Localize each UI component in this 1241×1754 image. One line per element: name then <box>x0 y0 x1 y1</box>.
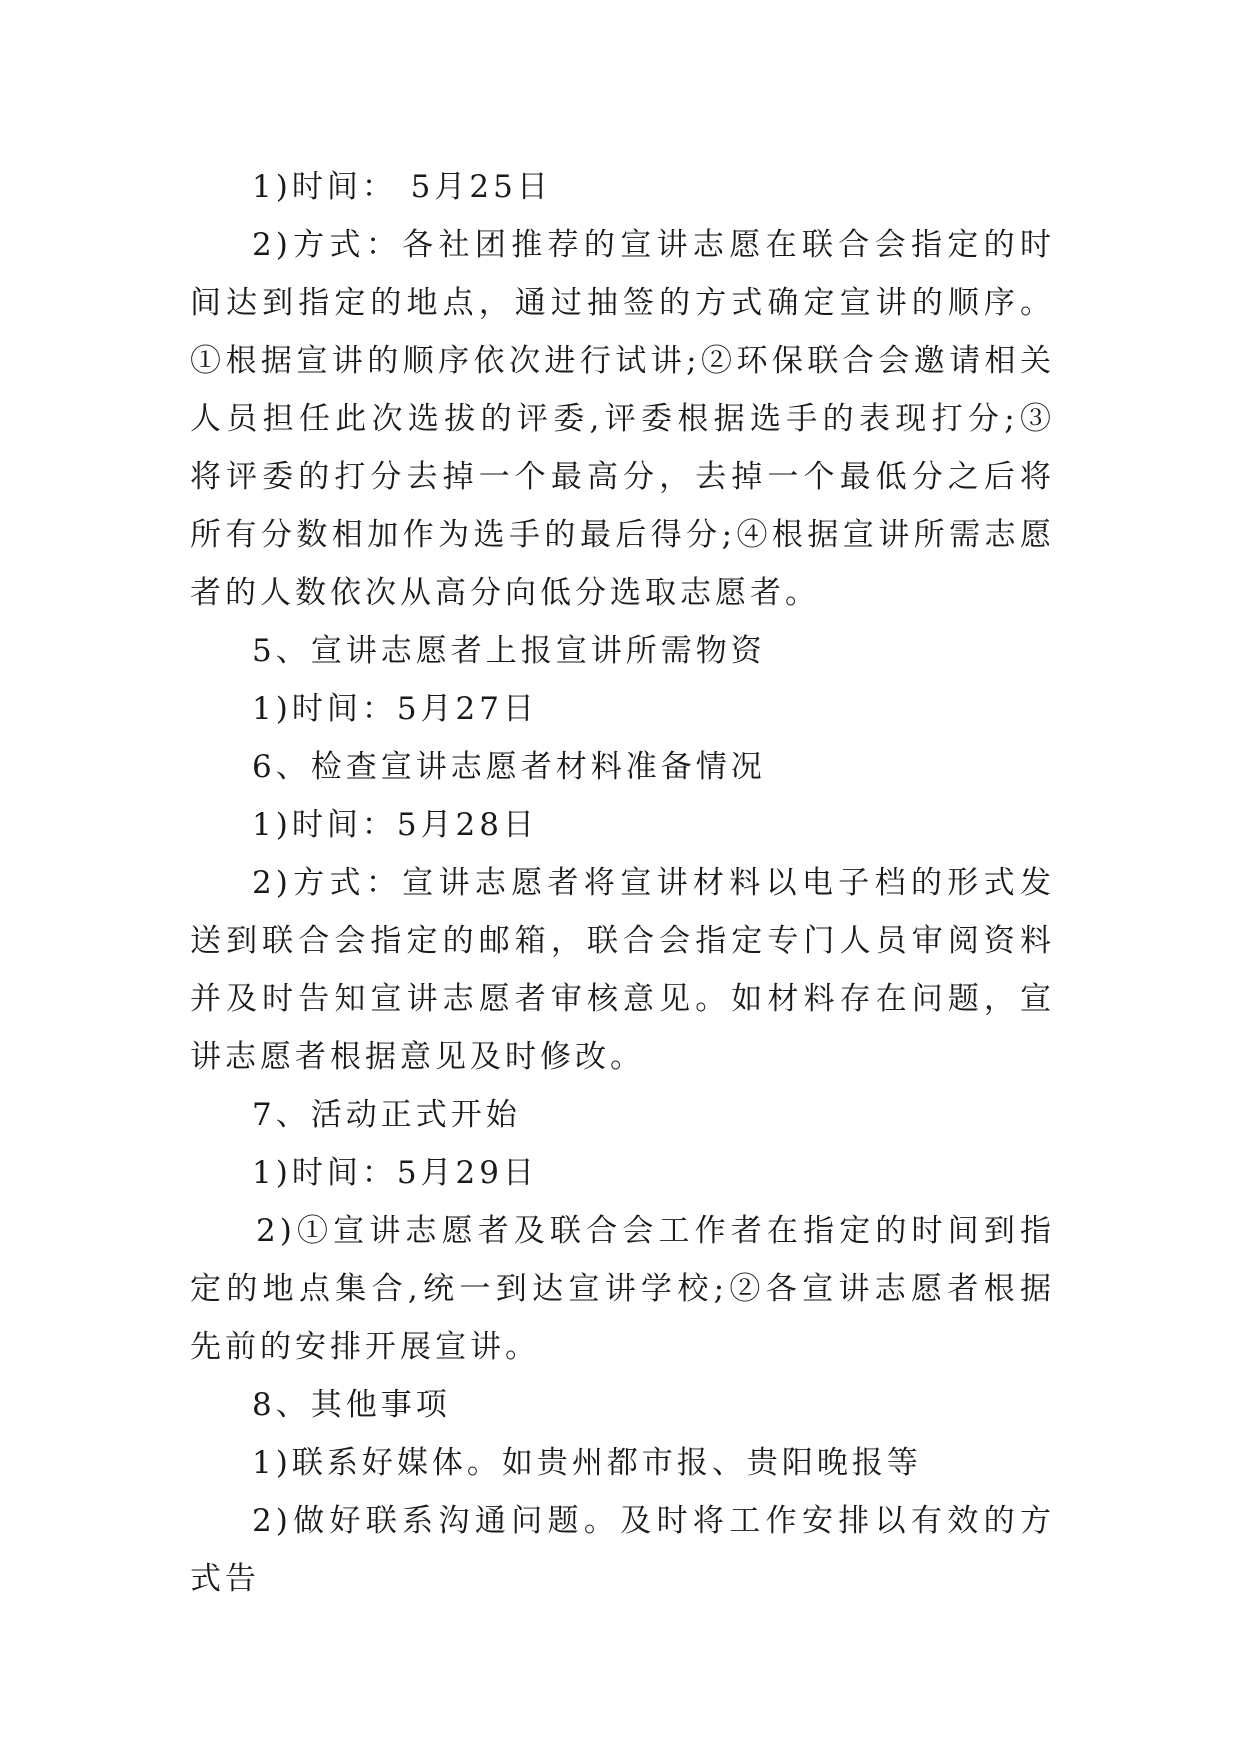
communication-line: 2)做好联系沟通问题。及时将工作安排以有效的方式告 <box>190 1503 1055 1597</box>
time-line-may-29: 1)时间：5月29日 <box>252 1155 538 1191</box>
time-line-may-27: 1)时间：5月27日 <box>252 691 538 727</box>
media-contact-line: 1)联系好媒体。如贵州都市报、贵阳晚报等 <box>252 1445 922 1481</box>
event-start-paragraph: 2)①宣讲志愿者及联合会工作者在指定的时间到指定的地点集合,统一到达宣讲学校;②各宣讲志愿者根据先前的安排开展宣讲。 <box>190 1213 1055 1365</box>
section-8-heading: 8、其他事项 <box>252 1387 451 1423</box>
section-7-heading: 7、活动正式开始 <box>252 1097 521 1133</box>
time-line-may-28: 1)时间：5月28日 <box>252 807 538 843</box>
section-6-heading: 6、检查宣讲志愿者材料准备情况 <box>252 749 766 785</box>
material-review-paragraph: 2)方式：宣讲志愿者将宣讲材料以电子档的形式发送到联合会指定的邮箱，联合会指定专门人员审阅资料并及时告知宣讲志愿者审核意见。如材料存在问题，宣讲志愿者根据意见及时修改。 <box>190 865 1055 1075</box>
document-body <box>190 158 1055 1608</box>
section-5-heading: 5、宣讲志愿者上报宣讲所需物资 <box>252 633 766 669</box>
time-line-may-25: 1)时间： 5月25日 <box>252 169 552 205</box>
selection-method-paragraph: 2)方式：各社团推荐的宣讲志愿在联合会指定的时间达到指定的地点，通过抽签的方式确定宣讲的顺序。①根据宣讲的顺序依次进行试讲;②环保联合会邀请相关人员担任此次选拔的评委,评委根据选手的表现打分;③将评委的打分去掉一个最高分，去掉一个最低分之后将所有分数相加作为选手的最后得分;④根据宣讲所需志愿者的人数依次从高分向低分选取志愿者。 <box>190 227 1055 611</box>
